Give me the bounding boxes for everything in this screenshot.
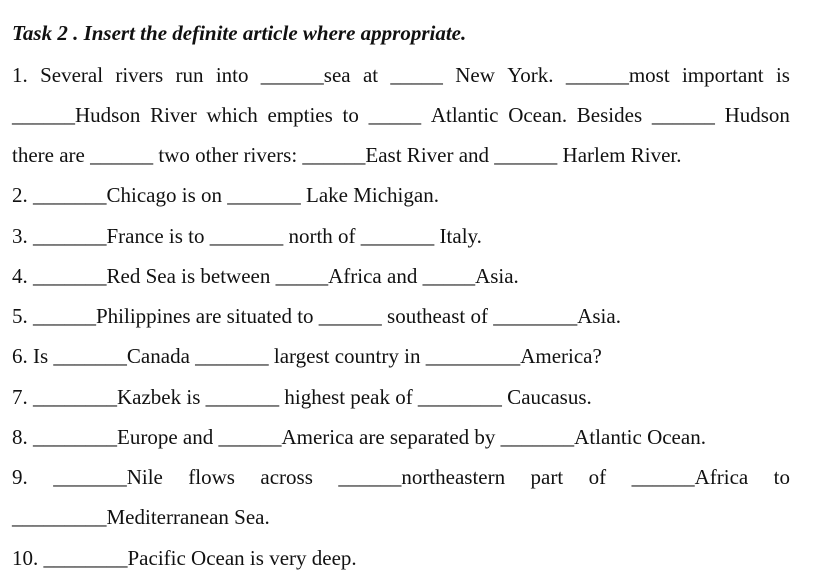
line-text: 7. ________Kazbek is _______ highest peak of ________ Caucasus.: [12, 385, 592, 409]
exercise-line-8: [12, 423, 790, 451]
line-text: 8. ________Europe and ______America are separated by _______Atlantic Ocean.: [12, 425, 706, 449]
word: flows: [188, 465, 235, 489]
exercise-line-9: [12, 463, 790, 491]
exercise-line-7: [12, 383, 790, 411]
task-title: Task 2 . Insert the definite article where appropriate.: [12, 21, 467, 45]
word: ______Hudson: [12, 103, 141, 127]
line-text: 2. _______Chicago is on _______ Lake Michigan.: [12, 183, 439, 207]
word: important: [681, 63, 764, 87]
word: to: [773, 465, 790, 489]
word: ______Africa: [631, 465, 749, 489]
exercise-line-1: [12, 61, 790, 89]
line-text: _________Mediterranean Sea.: [12, 505, 270, 529]
word: _______Nile: [53, 465, 163, 489]
word: across: [260, 465, 313, 489]
word: run: [175, 63, 204, 87]
word: Atlantic: [430, 103, 499, 127]
exercise-line-4: [12, 262, 790, 290]
line-text: 4. _______Red Sea is between _____Africa and _____Asia.: [12, 264, 519, 288]
word: ______most: [565, 63, 670, 87]
word: Several: [40, 63, 104, 87]
exercise-line-2: [12, 181, 790, 209]
word: to: [342, 103, 359, 127]
exercise-line-1-cont-b: [12, 141, 790, 169]
word: York.: [507, 63, 554, 87]
word: part: [530, 465, 564, 489]
word: ______: [651, 103, 715, 127]
word: is: [775, 63, 790, 87]
word: River: [150, 103, 197, 127]
line-text: 5. ______Philippines are situated to ______ southeast of ________Asia.: [12, 304, 621, 328]
exercise-line-3: [12, 222, 790, 250]
word: which: [206, 103, 258, 127]
word: into: [215, 63, 249, 87]
exercise-line-5: [12, 302, 790, 330]
word: empties: [267, 103, 333, 127]
exercise-line-10: [12, 544, 790, 572]
word: Hudson: [724, 103, 790, 127]
word: Besides: [576, 103, 643, 127]
line-text: 10. ________Pacific Ocean is very deep.: [12, 546, 357, 570]
word: 9.: [12, 465, 28, 489]
exercise-line-9-cont: [12, 503, 790, 531]
word: at: [362, 63, 379, 87]
line-text: 3. _______France is to _______ north of _______ Italy.: [12, 224, 482, 248]
line-text: there are ______ two other rivers: ______East River and ______ Harlem River.: [12, 143, 682, 167]
line-text: 6. Is _______Canada _______ largest country in _________America?: [12, 344, 602, 368]
word: 1.: [12, 63, 28, 87]
exercise-line-1-cont-a: [12, 101, 790, 129]
word: _____: [390, 63, 443, 87]
word: ______northeastern: [338, 465, 506, 489]
word: of: [588, 465, 607, 489]
word: New: [455, 63, 495, 87]
word: Ocean.: [508, 103, 568, 127]
word: ______sea: [260, 63, 351, 87]
word: _____: [368, 103, 422, 127]
exercise-line-6: [12, 342, 790, 370]
word: rivers: [115, 63, 164, 87]
